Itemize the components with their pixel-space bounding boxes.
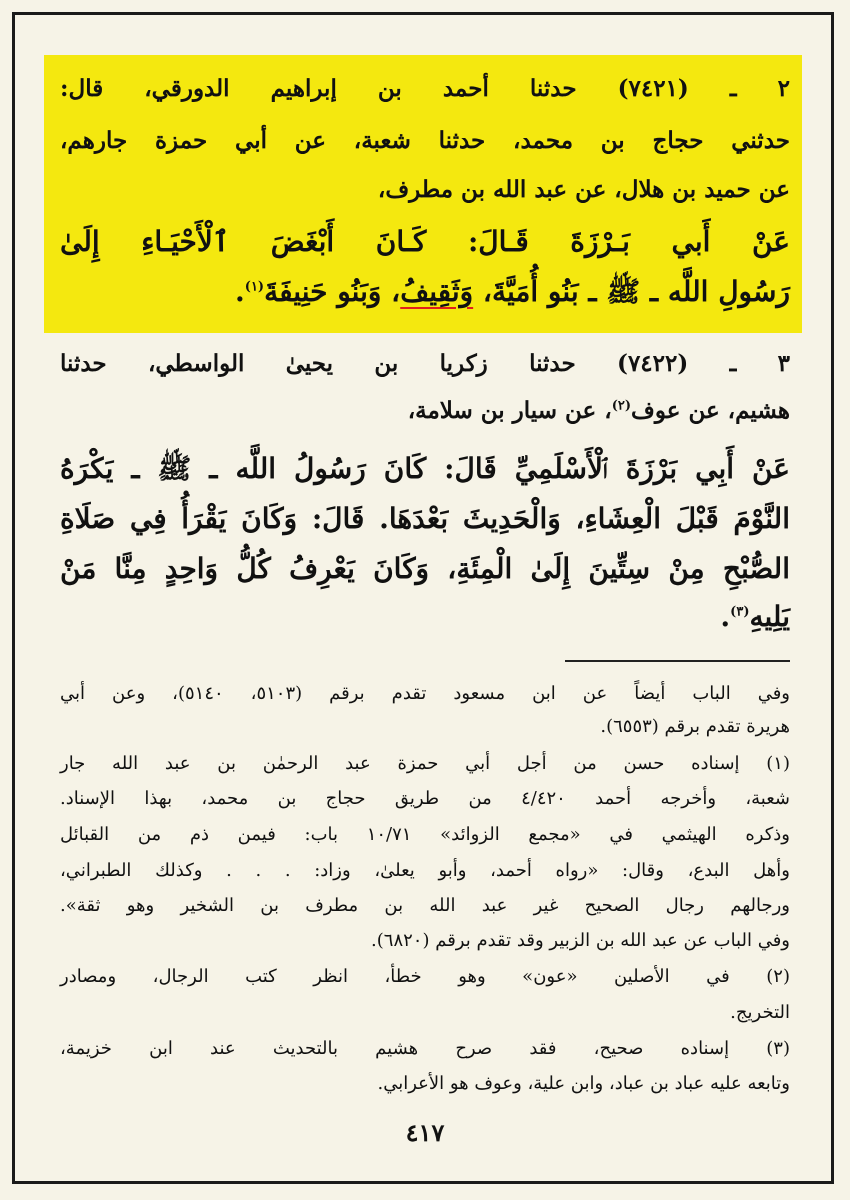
hadith-7421-text-1: عَنْ أَبي بَـرْزَةَ قَـالَ: كَـانَ أَبْغَضَ ٱلْأَحْيَـاءِ إِلَىٰ (60, 225, 790, 258)
hadith-7421-text-2a: رَسُولِ اللَّه ـ ﷺ ـ بَنُو أُمَيَّةَ، (473, 275, 790, 308)
footnote-ref-2: (٢) (611, 398, 631, 414)
hadith-7421-text-2 (60, 275, 790, 315)
hadith-7421-text-2-end: . (235, 275, 245, 308)
hadith-7422-line-2 (60, 397, 790, 424)
hadith-7422-text-4 (60, 600, 790, 633)
hadith-7421-text-2b: ، وَبَنُو حَنِيفَةَ (264, 275, 401, 308)
footnote-ref-3: (٣) (730, 604, 750, 620)
hadith-7422-line-1: ٣ ـ (٧٤٢٢) حدثنا زكريا بن يحيىٰ الواسطي، حدثنا (60, 350, 790, 377)
hadith-7422-line-2b: ، عن سيار بن سلامة، (407, 397, 612, 424)
hadith-7422-text-3: الصُّبْحِ مِنْ سِتِّينَ إِلَىٰ الْمِئَةِ، وَكَانَ يَعْرِفُ كُلُّ وَاحِدٍ مِنَّا مَنْ (60, 552, 790, 585)
underlined-thaqif: وَثَقِيفُ (400, 275, 474, 308)
hadith-7422-text-4a: يَلِيهِ (749, 600, 790, 633)
footnote-1-line-4: وأهل البدع، وقال: «رواه أحمد، وأبو يعلىٰ، وزاد: . . . وكذلك الطبراني، (60, 860, 790, 881)
hadith-7422-text-2: النَّوْمَ قَبْلَ الْعِشَاءِ، وَالْحَدِيثَ بَعْدَهَا. قَالَ: وَكَانَ يَقْرَأُ فِي صَلَاةِ (60, 502, 790, 535)
footnote-intro-line-1: وفي الباب أيضاً عن ابن مسعود تقدم برقم (٥١٠٣، ٥١٤٠)، وعن أبي (60, 683, 790, 704)
hadith-7421-line-1: ٢ ـ (٧٤٢١) حدثنا أحمد بن إبراهيم الدورقي، قال: (60, 75, 790, 102)
hadith-7422-line-2a: هشيم، عن عوف (630, 397, 790, 424)
hadith-7422-text-1: عَنْ أَبِي بَرْزَةَ ٱلْأَسْلَمِيِّ قَالَ: كَانَ رَسُولُ اللَّه ـ ﷺ ـ يَكْرَهُ (60, 452, 790, 485)
footnote-separator (565, 660, 790, 662)
footnote-1-line-1: (١) إسناده حسن من أجل أبي حمزة عبد الرحمٰن بن عبد الله جار (60, 753, 790, 774)
page-number: ٤١٧ (405, 1118, 445, 1147)
footnote-ref-1: (١) (244, 279, 265, 295)
footnote-3-line-1: (٣) إسناده صحيح، فقد صرح هشيم بالتحديث عند ابن خزيمة، (60, 1038, 790, 1059)
footnote-2-line-1: (٢) في الأصلين «عون» وهو خطأ، انظر كتب الرجال، ومصادر (60, 966, 790, 987)
footnote-1-line-2: شعبة، وأخرجه أحمد ٤/٤٢٠ من طريق حجاج بن محمد، بهذا الإسناد. (60, 788, 790, 809)
footnote-1-line-6: وفي الباب عن عبد الله بن الزبير وقد تقدم برقم (٦٨٢٠). (371, 930, 790, 951)
hadith-7422-text-4b: . (720, 600, 731, 633)
footnote-intro-line-2: هريرة تقدم برقم (٦٥٥٣). (600, 716, 790, 737)
footnote-1-line-3: وذكره الهيثمي في «مجمع الزوائد» ١٠/٧١ باب: فيمن ذم من القبائل (60, 824, 790, 845)
footnote-3-line-2: وتابعه عليه عباد بن عباد، وابن علية، وعوف هو الأعرابي. (377, 1073, 790, 1094)
hadith-7421-line-3: عن حميد بن هلال، عن عبد الله بن مطرف، (377, 176, 790, 203)
footnote-1-line-5: ورجالهم رجال الصحيح غير عبد الله بن مطرف بن الشخير وهو ثقة». (60, 895, 790, 916)
hadith-7421-line-2: حدثني حجاج بن محمد، حدثنا شعبة، عن أبي حمزة جارهم، (60, 127, 790, 154)
footnote-2-line-2: التخريج. (730, 1002, 790, 1023)
